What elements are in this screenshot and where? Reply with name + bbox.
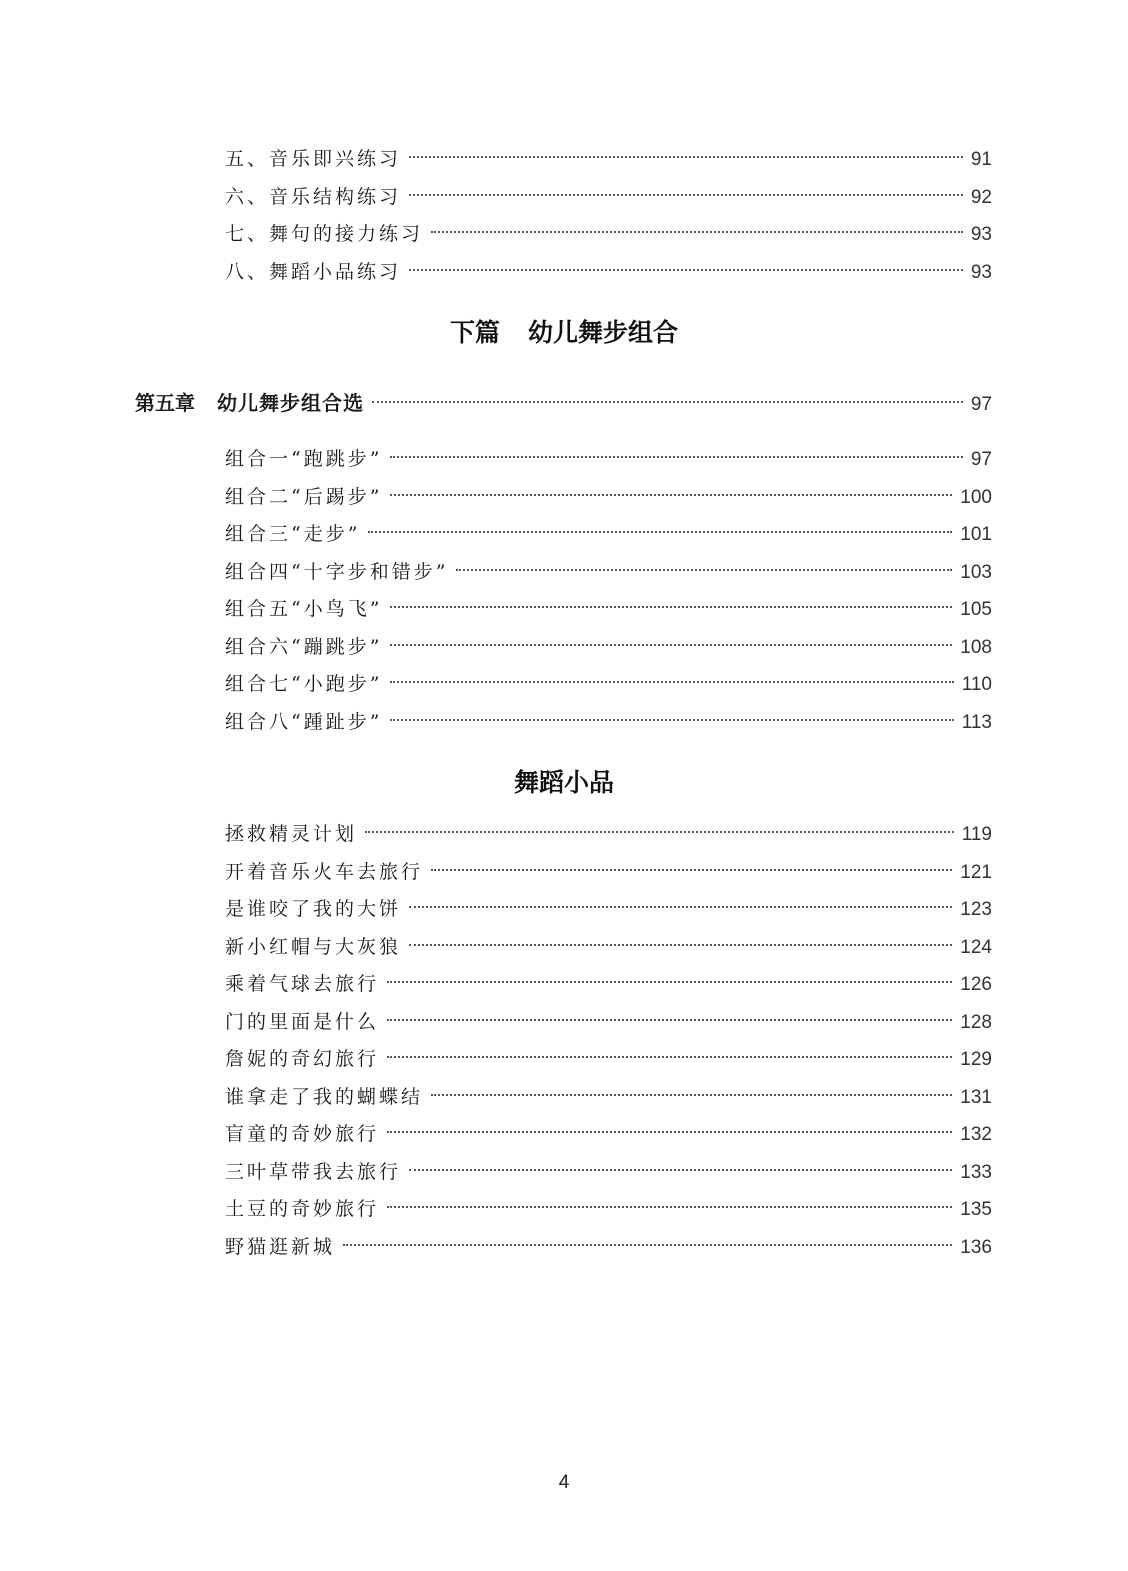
toc-entry-page: 101 — [960, 524, 992, 545]
leader-dots — [390, 456, 962, 458]
toc-entry-title: 组合四“十字步和错步” — [225, 561, 449, 583]
leader-dots — [431, 1094, 952, 1096]
toc-entry[interactable] — [225, 259, 992, 285]
toc-entry[interactable] — [225, 634, 992, 660]
toc-entry[interactable] — [225, 859, 992, 885]
toc-entry[interactable] — [225, 821, 992, 847]
part-label: 下篇 — [449, 318, 500, 347]
leader-dots — [456, 569, 952, 571]
toc-entry-title: 组合五“小鸟飞” — [225, 598, 383, 620]
toc-entry-page: 135 — [960, 1199, 992, 1220]
toc-entry-title: 拯救精灵计划 — [225, 823, 358, 845]
leader-dots — [409, 944, 952, 946]
toc-entry-page: 91 — [970, 149, 992, 170]
leader-dots — [390, 606, 952, 608]
toc-entry-title: 组合一“跑跳步” — [225, 448, 383, 470]
toc-entry-title: 野猫逛新城 — [225, 1236, 336, 1258]
toc-chapter-entry[interactable] — [135, 390, 992, 416]
toc-entry-page: 123 — [960, 899, 992, 920]
leader-dots — [409, 269, 963, 271]
toc-entry-title: 是谁咬了我的大饼 — [225, 898, 402, 920]
toc-entry-page: 113 — [961, 712, 992, 733]
toc-entry-title: 五、音乐即兴练习 — [225, 148, 402, 170]
toc-entry[interactable] — [225, 971, 992, 997]
toc-entry-page: 105 — [960, 599, 992, 620]
toc-entry-page: 92 — [970, 187, 992, 208]
toc-entry[interactable] — [225, 184, 992, 210]
toc-entry-title: 土豆的奇妙旅行 — [225, 1198, 380, 1220]
toc-entry-page: 131 — [960, 1087, 992, 1108]
leader-dots — [431, 869, 952, 871]
toc-entry[interactable] — [225, 484, 992, 510]
leader-dots — [387, 1131, 952, 1133]
toc-entry[interactable] — [225, 671, 992, 697]
leader-dots — [387, 1206, 952, 1208]
toc-entry-page: 133 — [960, 1162, 992, 1183]
leader-dots — [387, 1019, 952, 1021]
toc-entry[interactable] — [225, 1234, 992, 1260]
toc-entry-title: 乘着气球去旅行 — [225, 973, 380, 995]
toc-entry[interactable] — [225, 1196, 992, 1222]
leader-dots — [368, 531, 952, 533]
toc-entry-page: 132 — [960, 1124, 992, 1145]
leader-dots — [409, 1169, 952, 1171]
leader-dots — [390, 719, 953, 721]
toc-entry-page: 124 — [960, 937, 992, 958]
toc-entry[interactable] — [225, 709, 992, 735]
toc-entry-title: 六、音乐结构练习 — [225, 186, 402, 208]
leader-dots — [409, 156, 963, 158]
toc-entry[interactable] — [225, 559, 992, 585]
chapter-number: 第五章 — [135, 391, 195, 415]
leader-dots — [390, 644, 952, 646]
toc-entry-title: 组合八“踵趾步” — [225, 711, 383, 733]
leader-dots — [387, 1056, 952, 1058]
page-number: 4 — [558, 1472, 570, 1493]
toc-entry[interactable] — [225, 896, 992, 922]
part-heading — [0, 313, 1128, 349]
leader-dots — [343, 1244, 952, 1246]
toc-entry-page: 119 — [961, 824, 992, 845]
toc-entry-page: 129 — [960, 1049, 992, 1070]
toc-entry[interactable] — [225, 1159, 992, 1185]
toc-entry-title: 组合二“后踢步” — [225, 486, 383, 508]
toc-entry-page: 100 — [960, 487, 992, 508]
toc-entry-page: 108 — [960, 637, 992, 658]
toc-entry[interactable] — [225, 521, 992, 547]
toc-entry-title: 组合七“小跑步” — [225, 673, 383, 695]
toc-entry-page: 126 — [960, 974, 992, 995]
toc-entry[interactable] — [225, 934, 992, 960]
toc-entry-page: 121 — [960, 862, 992, 883]
toc-entry[interactable] — [225, 1121, 992, 1147]
toc-entry[interactable] — [225, 1009, 992, 1035]
toc-entry-title: 七、舞句的接力练习 — [225, 223, 424, 245]
leader-dots — [409, 906, 952, 908]
toc-entry-title: 谁拿走了我的蝴蝶结 — [225, 1086, 424, 1108]
toc-entry[interactable] — [225, 146, 992, 172]
leader-dots — [409, 194, 963, 196]
toc-entry-page: 128 — [960, 1012, 992, 1033]
toc-entry-title: 组合三“走步” — [225, 523, 361, 545]
toc-entry-page: 93 — [970, 262, 992, 283]
leader-dots — [365, 831, 954, 833]
toc-entry-title: 詹妮的奇幻旅行 — [225, 1048, 380, 1070]
toc-entry[interactable] — [225, 221, 992, 247]
toc-entry-title: 新小红帽与大灰狼 — [225, 936, 402, 958]
toc-entry-title: 三叶草带我去旅行 — [225, 1161, 402, 1183]
toc-entry-title: 盲童的奇妙旅行 — [225, 1123, 380, 1145]
toc-entry[interactable] — [225, 1046, 992, 1072]
toc-entry-page: 103 — [960, 562, 992, 583]
toc-entry-title: 八、舞蹈小品练习 — [225, 261, 402, 283]
leader-dots — [372, 401, 963, 403]
leader-dots — [390, 494, 952, 496]
toc-entry-title: 组合六“蹦跳步” — [225, 636, 383, 658]
section-heading: 舞蹈小品 — [513, 768, 614, 797]
toc-entry-page: 97 — [970, 449, 992, 470]
toc-entry-title: 开着音乐火车去旅行 — [225, 861, 424, 883]
toc-entry-page: 136 — [960, 1237, 992, 1258]
toc-entry[interactable] — [225, 446, 992, 472]
toc-entry[interactable] — [225, 596, 992, 622]
toc-entry-page: 110 — [961, 674, 992, 695]
chapter-page: 97 — [970, 394, 992, 415]
part-title: 幼儿舞步组合 — [528, 318, 679, 347]
leader-dots — [431, 231, 963, 233]
leader-dots — [387, 981, 952, 983]
toc-entry-title: 门的里面是什么 — [225, 1011, 380, 1033]
toc-entry-page: 93 — [970, 224, 992, 245]
toc-entry[interactable] — [225, 1084, 992, 1110]
chapter-title: 幼儿舞步组合选 — [217, 391, 364, 415]
leader-dots — [390, 681, 953, 683]
